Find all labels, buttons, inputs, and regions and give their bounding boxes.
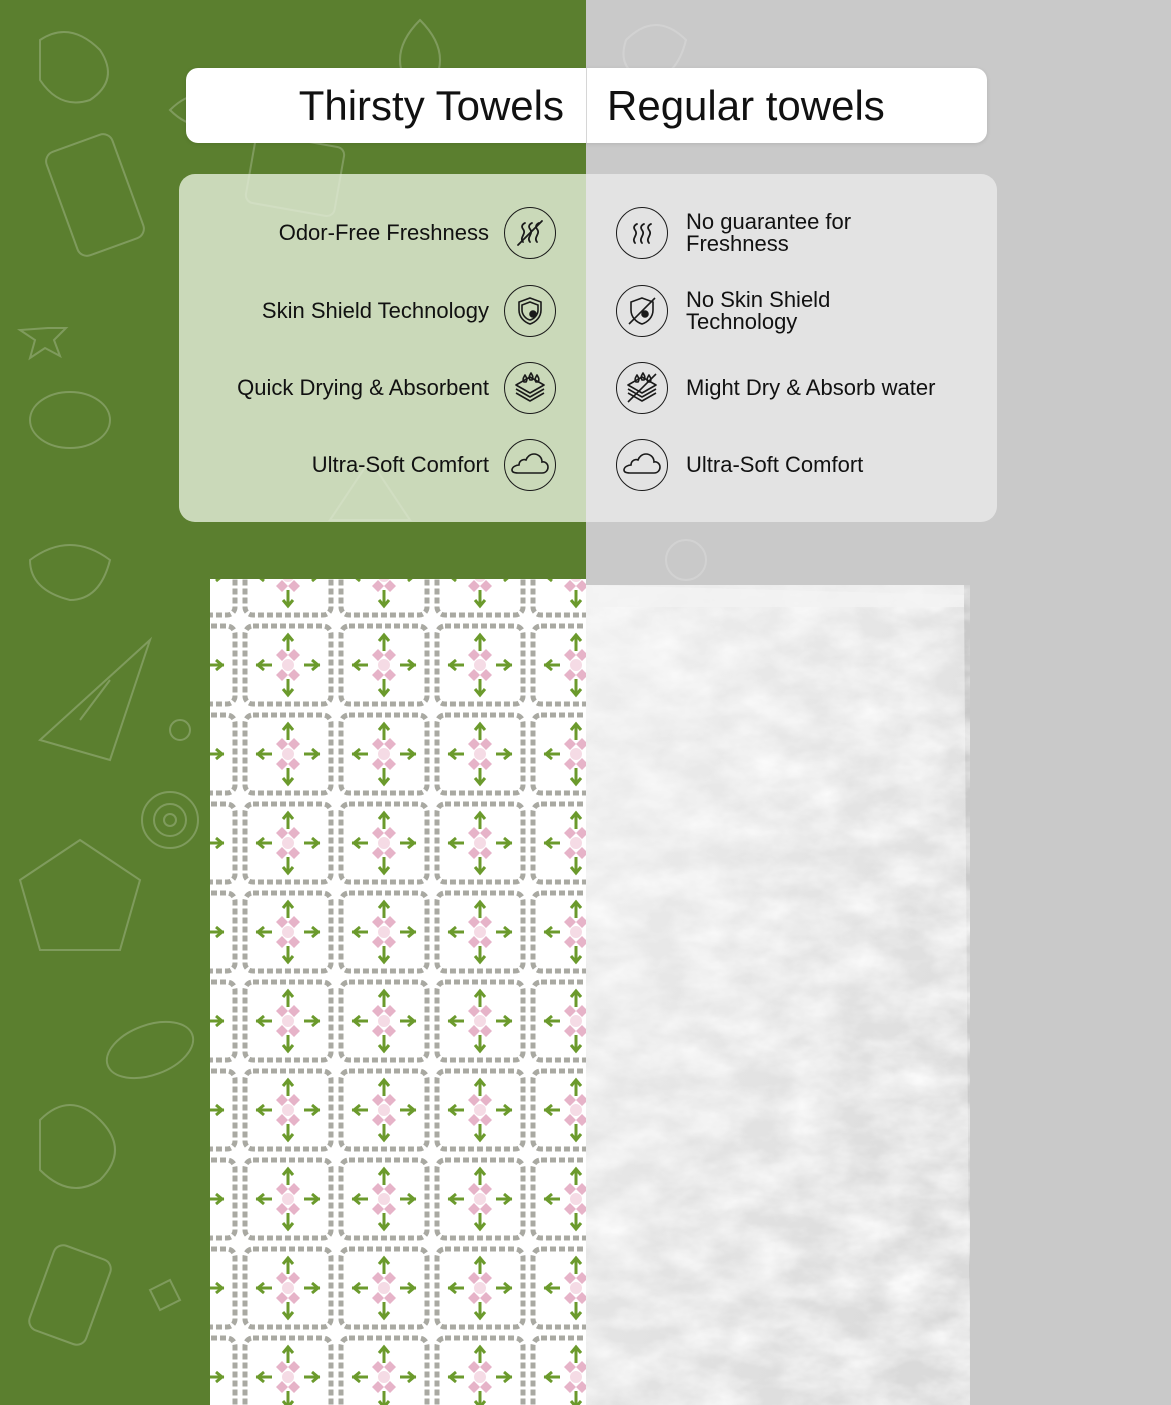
feature-might-dry xyxy=(616,362,935,414)
feature-label: No Skin Shield Technology xyxy=(686,287,831,334)
cloud-icon xyxy=(504,439,556,491)
comparison-header xyxy=(186,68,987,143)
feature-ultra-soft-regular xyxy=(616,439,863,491)
odor-icon xyxy=(616,207,668,259)
feature-label: Ultra-Soft Comfort xyxy=(686,452,864,477)
feature-skin-shield xyxy=(262,285,556,337)
feature-label: Ultra-Soft Comfort xyxy=(311,452,489,477)
cloud-icon xyxy=(616,439,668,491)
feature-quick-dry xyxy=(237,362,556,414)
feature-no-freshness xyxy=(616,207,851,259)
feature-no-skin-shield xyxy=(616,285,830,337)
regular-features-panel xyxy=(586,174,997,522)
no-skin-shield-icon xyxy=(616,285,668,337)
no-odor-icon xyxy=(504,207,556,259)
feature-label: Might Dry & Absorb water xyxy=(686,375,936,400)
thirsty-features-panel xyxy=(179,174,586,522)
feature-label: No guarantee for Freshness xyxy=(686,209,852,256)
feature-ultra-soft xyxy=(312,439,556,491)
water-absorb-icon xyxy=(504,362,556,414)
feature-odor-free xyxy=(279,207,556,259)
regular-towels-title: Regular towels xyxy=(607,82,885,129)
header-divider xyxy=(586,68,587,143)
feature-label: Quick Drying & Absorbent xyxy=(237,375,489,400)
skin-shield-icon xyxy=(504,285,556,337)
no-water-absorb-icon xyxy=(616,362,668,414)
feature-label: Skin Shield Technology xyxy=(261,298,489,323)
feature-label: Odor-Free Freshness xyxy=(278,220,489,245)
thirsty-towel-image xyxy=(210,579,586,1405)
thirsty-towels-title: Thirsty Towels xyxy=(298,82,564,129)
regular-towel-image xyxy=(586,585,970,1405)
